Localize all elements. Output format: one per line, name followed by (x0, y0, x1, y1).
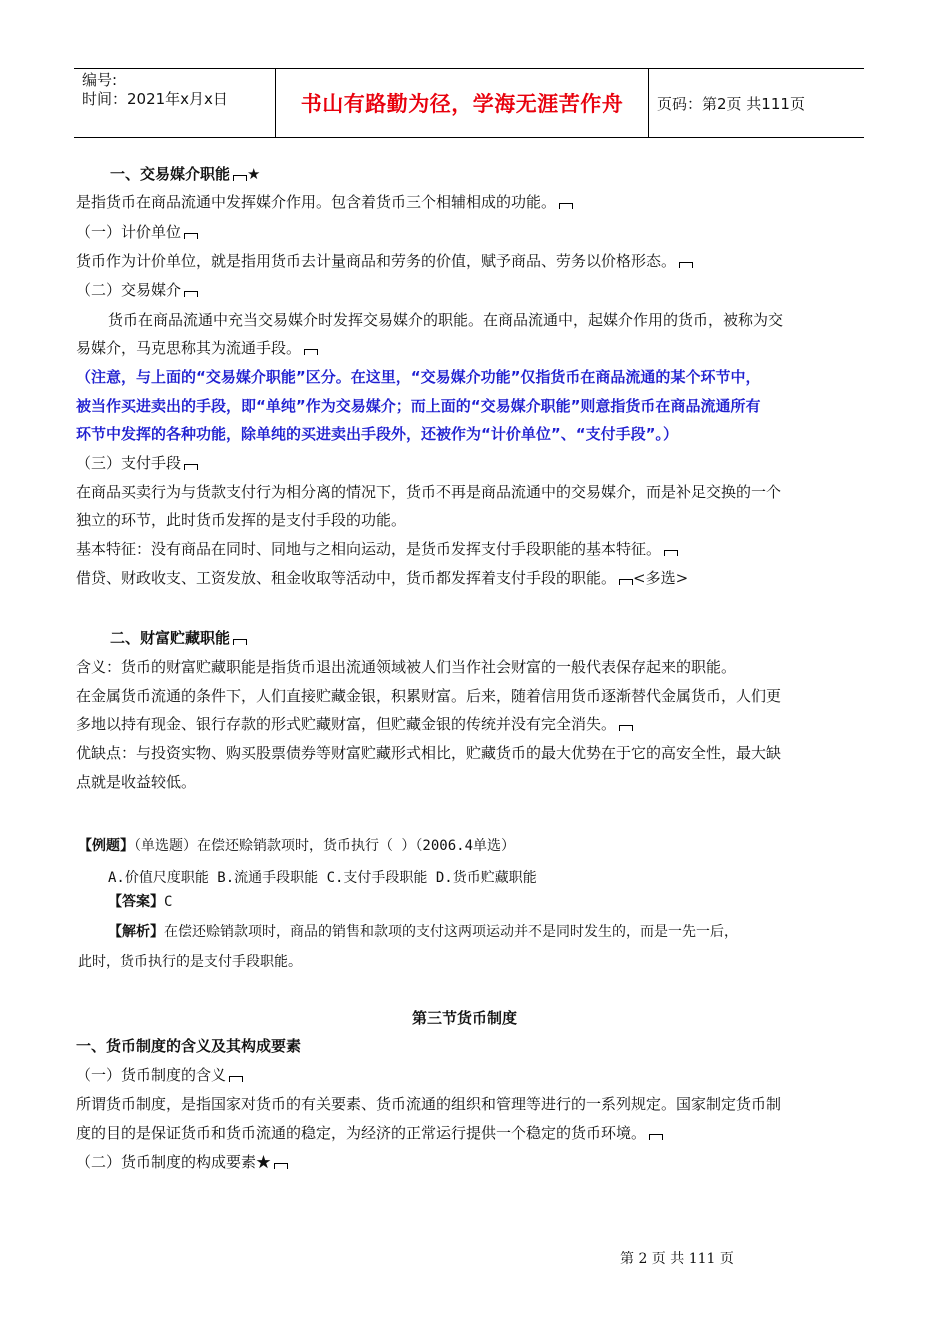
subsection-title: （一）计价单位 (76, 222, 198, 242)
star-icon: ★ (247, 165, 261, 183)
header-table (74, 68, 864, 138)
paragraph-line: 优缺点：与投资实物、购买股票债券等财富贮藏形式相比，贮藏货币的最大优势在于它的高安全性，最大缺 (76, 744, 782, 762)
subsection-title: （三）支付手段 (76, 453, 198, 473)
bookmark-icon (274, 1163, 288, 1169)
section-title: 二、财富贮藏职能 (110, 628, 247, 648)
paragraph-line: 含义：货币的财富贮藏职能是指货币退出流通领域被人们当作社会财富的一般代表保存起来的职能。 (76, 658, 737, 676)
paragraph: 是指货币在商品流通中发挥媒介作用。包含着货币三个相辅相成的功能。 (76, 192, 573, 212)
paragraph-line: 点就是收益较低。 (76, 773, 197, 791)
paragraph-line: 多地以持有现金、银行存款的形式贮藏财富，但贮藏金银的传统并没有完全消失。 (76, 714, 633, 734)
note-line: 环节中发挥的各种功能，除单纯的买进卖出手段外，还被作为“计价单位”、“支付手段”。） (76, 425, 678, 443)
bookmark-icon (233, 639, 247, 645)
paragraph-line: 度的目的是保证货币和货币流通的稳定，为经济的正常运行提供一个稳定的货币环境。 (76, 1123, 663, 1143)
bookmark-icon (619, 725, 633, 731)
example-options: A.价值尺度职能 B.流通手段职能 C.支付手段职能 D.货币贮藏职能 (108, 870, 537, 886)
tag-multi-choice: <多选> (633, 569, 689, 587)
chapter-heading: 第三节货币制度 (412, 1009, 518, 1027)
subsection-title: （一）货币制度的含义 (76, 1065, 243, 1085)
example-answer: 【答案】C (108, 894, 173, 910)
bookmark-icon (184, 464, 198, 470)
note-line: （注意，与上面的“交易媒介职能”区分。在这里，“交易媒介功能”仅指货币在商品流通的某个环节中， (76, 368, 761, 386)
section-title: 一、货币制度的含义及其构成要素 (76, 1037, 302, 1055)
paragraph-line: 在商品买卖行为与货款支付行为相分离的情况下，货币不再是商品流通中的交易媒介，而是补足交换的一个 (76, 483, 782, 501)
paragraph-line: 借贷、财政收支、工资发放、租金收取等活动中，货币都发挥着支付手段的职能。 <多选> (76, 569, 689, 587)
bookmark-icon (679, 262, 693, 268)
motto: 书山有路勤为径，学海无涯苦作舟 (276, 69, 649, 137)
page-label: 页码：第2页 共111页 (657, 94, 805, 113)
bookmark-icon (559, 203, 573, 209)
bookmark-icon (184, 291, 198, 297)
example-analysis: 【解析】在偿还赊销款项时，商品的销售和款项的支付这两项运动并不是同时发生的，而是一先一后， (108, 924, 738, 940)
bookmark-icon (619, 579, 633, 585)
number-label: 编号: (82, 71, 118, 89)
paragraph-line: 所谓货币制度，是指国家对货币的有关要素、货币流通的组织和管理等进行的一系列规定。国家制定货币制 (76, 1095, 782, 1113)
subsection-title: （二）交易媒介 (76, 280, 198, 300)
bookmark-icon (233, 175, 247, 181)
paragraph-line: 货币在商品流通中充当交易媒介时发挥交易媒介的职能。在商品流通中，起媒介作用的货币，被称为交 (108, 311, 784, 329)
subsection-title: （二）货币制度的构成要素★ (76, 1152, 288, 1172)
bookmark-icon (229, 1076, 243, 1082)
bookmark-icon (649, 1134, 663, 1140)
example-question: 【例题】（单选题）在偿还赊销款项时，货币执行（ ）（2006.4单选） (78, 838, 515, 854)
paragraph-line: 基本特征：没有商品在同时、同地与之相向运动，是货币发挥支付手段职能的基本特征。 (76, 539, 678, 559)
section-title: 一、交易媒介职能 ★ (110, 165, 261, 183)
bookmark-icon (184, 233, 198, 239)
note-line: 被当作买进卖出的手段，即“单纯”作为交易媒介；而上面的“交易媒介职能”则意指货币在商品流通所有 (76, 397, 761, 415)
paragraph-line: 在金属货币流通的条件下，人们直接贮藏金银，积累财富。后来，随着信用货币逐渐替代金属货币，人们更 (76, 687, 782, 705)
page-footer: 第 2 页 共 111 页 (620, 1251, 734, 1267)
example-analysis-line: 此时，货币执行的是支付手段职能。 (78, 954, 302, 970)
header-meta (74, 69, 276, 137)
paragraph: 货币作为计价单位，就是指用货币去计量商品和劳务的价值，赋予商品、劳务以价格形态。 (76, 251, 693, 271)
bookmark-icon (304, 349, 318, 355)
bookmark-icon (664, 550, 678, 556)
time-label: 时间：2021年x月x日 (82, 90, 228, 108)
paragraph-line: 易媒介，马克思称其为流通手段。 (76, 338, 318, 358)
paragraph-line: 独立的环节，此时货币发挥的是支付手段的功能。 (76, 511, 407, 529)
